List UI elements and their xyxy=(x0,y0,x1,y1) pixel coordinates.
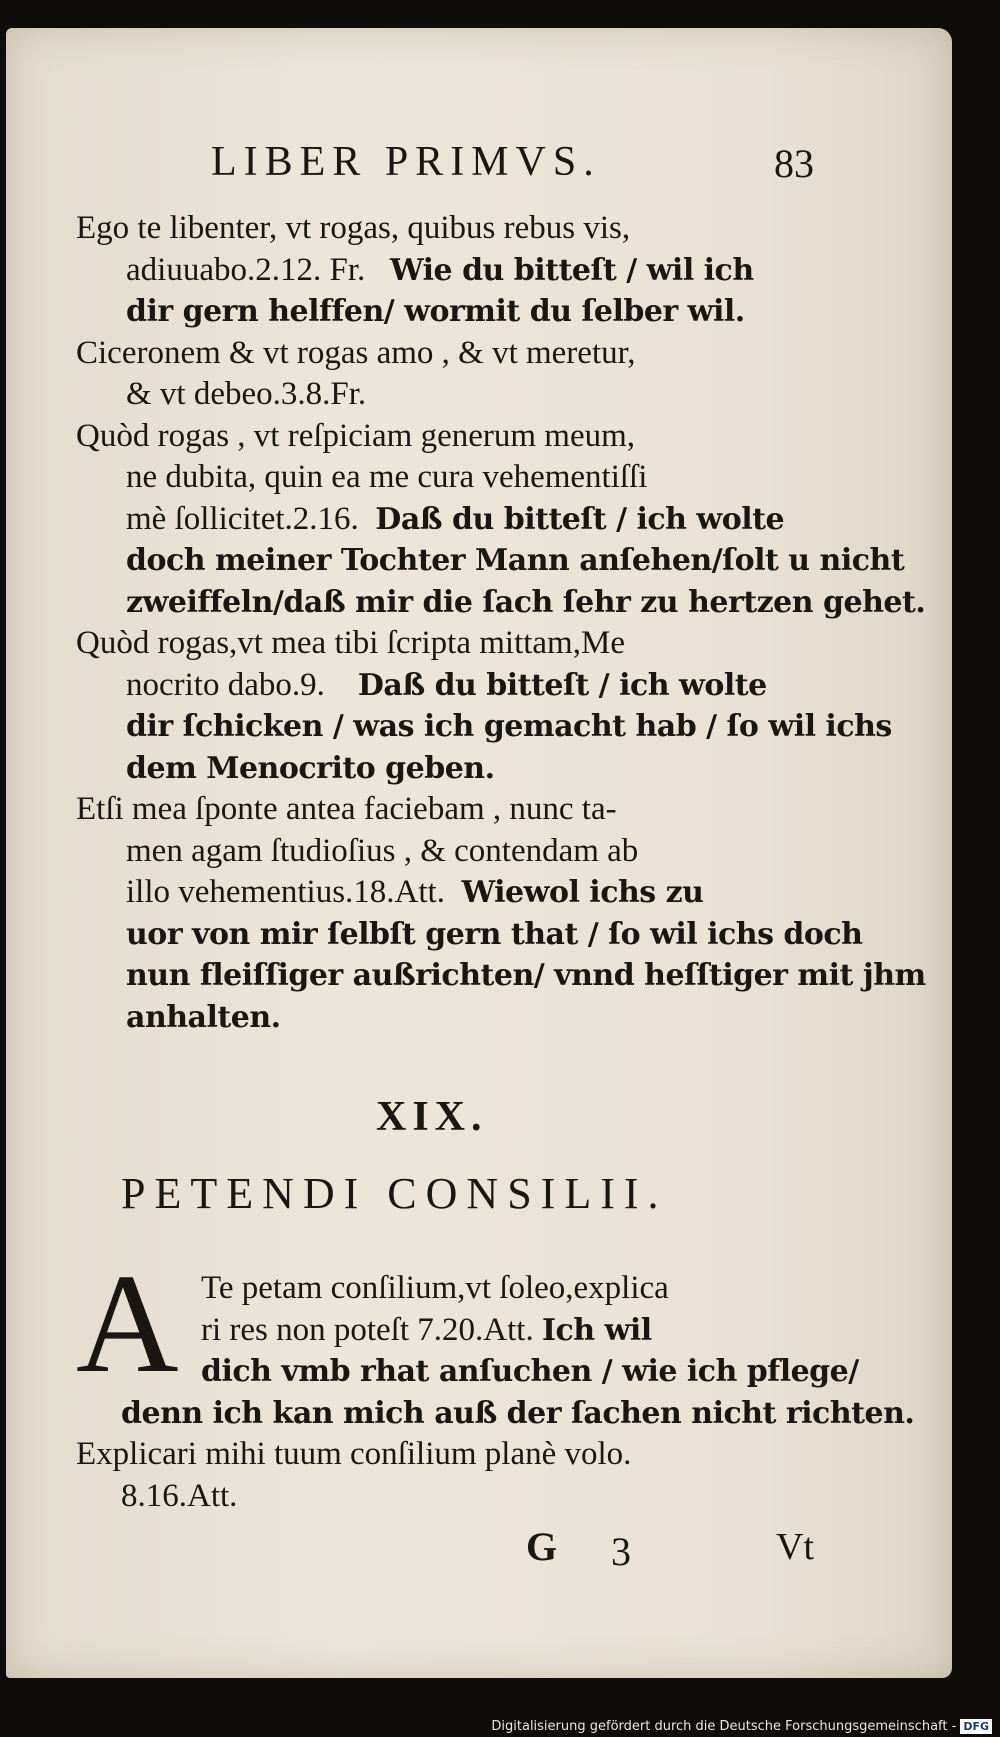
running-title: LIBER PRIMVS. xyxy=(211,139,601,185)
entry-line: mè ſollicitet.2.16. Daß du bitteſt / ich wolte xyxy=(126,500,785,537)
section-paragraph xyxy=(76,1268,915,1517)
paragraph-line: 8.16.Att. xyxy=(121,1477,238,1514)
entry-line: nocrito dabo.9. Daß du bitteſt / ich wolte xyxy=(126,666,767,703)
entry xyxy=(76,623,892,789)
paragraph-line: dich vmb rhat anſuchen / wie ich pflege/ xyxy=(201,1354,859,1389)
entry-line: Etſi mea ſponte antea faciebam , nunc ta- xyxy=(76,791,617,827)
entry-line: men agam ſtudioſius , & contendam ab xyxy=(126,832,639,869)
page-number: 83 xyxy=(774,141,814,186)
entry-line: Quòd rogas,vt mea tibi ſcripta mittam,Me xyxy=(76,625,625,661)
paragraph-line: denn ich kan mich auß der ſachen nicht richten. xyxy=(121,1395,915,1431)
entry-line: Quòd rogas , vt reſpiciam generum meum, xyxy=(76,417,636,454)
section-title: PETENDI CONSILII. xyxy=(121,1169,668,1218)
entry-line: zweiffeln/daß mir die ſach ſehr zu hertzen gehet. xyxy=(126,584,926,620)
drop-cap-initial: A xyxy=(76,1244,179,1402)
entry xyxy=(76,789,926,1038)
entry-line: anhalten. xyxy=(126,999,281,1035)
digitization-credit xyxy=(491,1719,992,1734)
entry xyxy=(76,333,836,416)
entry-line: Ego te libenter, vt rogas, quibus rebus vis, xyxy=(76,210,631,246)
paragraph-line: Explicari mihi tuum conſilium planè volo. xyxy=(76,1436,632,1472)
paragraph-line: Te petam conſilium,vt ſoleo,explica xyxy=(201,1270,669,1306)
entry-line: adiuuabo.2.12. Fr. Wie du bitteſt / wil ich xyxy=(126,251,754,288)
section-number: XIX. xyxy=(376,1094,488,1140)
credit-text: Digitalisierung gefördert durch die Deutsche Forschungsgemeinschaft - xyxy=(491,1719,957,1734)
entry-line: dir gern helffen/ wormit du ſelber wil. xyxy=(126,294,745,329)
entry-line: illo vehementius.18.Att. Wiewol ichs zu xyxy=(126,874,704,910)
book-page xyxy=(6,28,952,1678)
entry xyxy=(76,208,836,333)
catchword: Vt xyxy=(776,1526,814,1568)
entry-line: doch meiner Tochter Mann anſehen/ſolt u nicht xyxy=(126,543,905,578)
entry-line: dem Menocrito geben. xyxy=(126,750,495,786)
entry-line: Ciceronem & vt rogas amo , & vt meretur, xyxy=(76,334,636,371)
entry xyxy=(76,416,926,624)
paragraph-line: ri res non poteſt 7.20.Att. Ich wil xyxy=(201,1311,652,1348)
entry-line: & vt debeo.3.8.Fr. xyxy=(126,376,367,412)
dfg-logo: DFG xyxy=(960,1719,992,1734)
entry-line: uor von mir ſelbſt gern that / ſo wil ichs doch xyxy=(126,916,863,952)
signature-mark-number: 3 xyxy=(611,1529,631,1574)
signature-mark-letter: G xyxy=(526,1524,558,1569)
entry-line: dir ſchicken / was ich gemacht hab / ſo wil ichs xyxy=(126,709,892,744)
entries-block xyxy=(76,208,926,1038)
entry-line: nun fleiſſiger außrichten/ vnnd heſſtiger mit jhm xyxy=(126,958,926,993)
entry-line: ne dubita, quin ea me cura vehementiſſi xyxy=(126,459,648,495)
